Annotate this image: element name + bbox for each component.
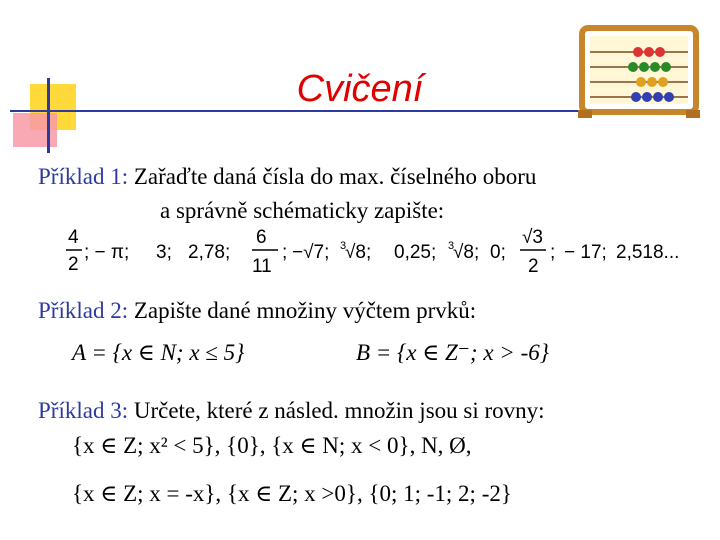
decimal-2-518: 2,518... (616, 242, 680, 263)
example-1-heading (38, 164, 536, 190)
semicolon-1: ; (282, 242, 288, 263)
example-3-label: Příklad 3: (38, 398, 129, 423)
set-a: A = {x ∈ N; x ≤ 5} (72, 340, 245, 365)
example-3-sets-line1: {x ∈ Z; x² < 5}, {0}, {x ∈ N; x < 0}, N, Ø, (72, 433, 472, 458)
cube-root-index-2: 3 (448, 240, 455, 252)
semicolon-2: ; (550, 242, 556, 263)
example-2-label: Příklad 2: (38, 298, 129, 323)
cube-root-8-b: √8; (453, 242, 480, 263)
decimal-2-78: 2,78; (188, 242, 231, 263)
neg-pi: ; − π; (84, 242, 130, 263)
example-1-numbers (60, 225, 680, 287)
neg-sqrt-7: −√7; (292, 242, 330, 263)
number-three: 3; (156, 242, 172, 263)
fraction-4-2-numerator: 4 (68, 227, 79, 248)
decimal-0-25: 0,25; (394, 242, 437, 263)
example-2-heading (38, 298, 476, 324)
slide-title: Cvičení (296, 68, 424, 110)
cube-root-index-1: 3 (340, 240, 347, 252)
fraction-sqrt3-2-numerator: √3 (522, 227, 543, 248)
number-zero: 0; (490, 242, 506, 263)
example-3-text: Určete, které z násled. množin jsou si rovny: (133, 398, 545, 423)
example-2-text: Zapište dané množiny výčtem prvků: (133, 298, 477, 323)
abacus-icon (578, 22, 700, 120)
set-b: B = {x ∈ Z⁻; x > -6} (356, 340, 549, 365)
fraction-6-11-numerator: 6 (256, 227, 267, 248)
fraction-sqrt3-2-denominator: 2 (528, 256, 539, 277)
fraction-6-11-denominator: 11 (252, 256, 272, 277)
example-3-heading (38, 398, 545, 424)
example-1-text-line2: a správně schématicky zapište: (160, 198, 445, 223)
example-3-sets-line2: {x ∈ Z; x = -x}, {x ∈ Z; x >0}, {0; 1; -1; 2; -2} (72, 481, 512, 506)
fraction-4-2-denominator: 2 (68, 254, 79, 275)
example-1-label: Příklad 1: (38, 164, 129, 189)
example-1-text: Zařaďte daná čísla do max. číselného oboru (133, 164, 537, 189)
cube-root-8-a: √8; (345, 242, 372, 263)
decor-red-square (13, 113, 57, 147)
neg-17: − 17; (564, 242, 607, 263)
